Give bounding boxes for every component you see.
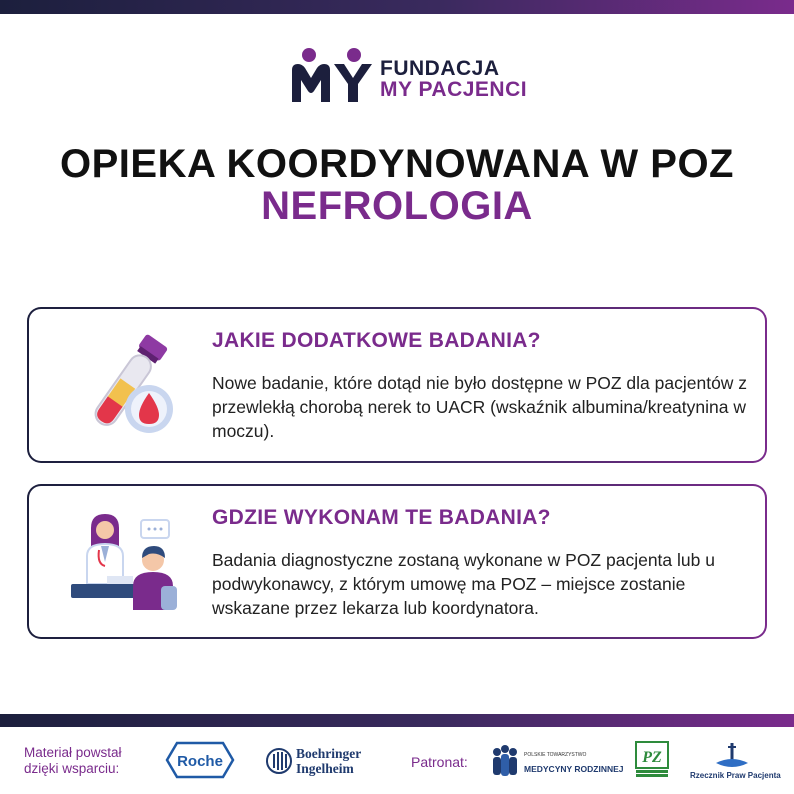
rzecznik-emblem-icon [712,741,752,771]
fundacja-logo [290,46,530,106]
top-gradient-bar [0,0,794,14]
logo-text-fundacja: FUNDACJA [380,57,500,80]
page-subtitle: NEFROLOGIA [261,184,533,228]
page-title: OPIEKA KOORDYNOWANA W POZ [60,142,734,186]
info-card-location [27,484,767,639]
boehringer-text-line1: Boehringer [296,746,362,761]
bottom-gradient-bar [0,714,794,727]
ptmr-people-icon [490,744,520,780]
doctor-patient-icon [57,500,187,625]
roche-logo [165,741,235,779]
rzecznik-text: Rzecznik Praw Pacjenta [690,771,781,780]
card-heading-tests: JAKIE DODATKOWE BADANIA? [212,329,541,352]
card-body-tests: Nowe badanie, które dotąd nie było dostępne w POZ dla pacjentów z przewlekłą chorobą nerek to UACR (wskaźnik albumina/kreatynina w moczu). [212,373,748,441]
support-label-line2: dzięki wsparciu: [24,761,120,776]
pz-logo-text: PZ [642,749,662,766]
ptmr-logo [490,742,624,782]
rzecznik-logo [690,741,781,781]
ptmr-small-text: POLSKIE TOWARZYSTWO [524,752,587,758]
roche-logo-text: Roche [177,753,223,770]
ptmr-big-text: MEDYCYNY RODZINNEJ [524,764,624,774]
support-label-line1: Materiał powstał [24,745,122,760]
pz-logo [635,741,669,779]
info-card-tests [27,307,767,463]
patronat-label: Patronat: [411,754,468,770]
boehringer-logo [266,744,376,778]
my-logo-mark-icon [290,46,374,104]
card-body-location: Badania diagnostyczne zostaną wykonane w POZ pacjenta lub u podwykonawcy, z którym umowę ma POZ – miejsce zostanie wskazane przez lekarza lub koordynatora. [212,550,715,618]
boehringer-text-line2: Ingelheim [296,761,354,776]
support-label [24,745,122,777]
logo-text-my-pacjenci: MY PACJENCI [380,78,528,101]
boehringer-emblem-icon [266,746,292,776]
blood-test-tube-icon [57,323,187,448]
card-heading-location: GDZIE WYKONAM TE BADANIA? [212,506,551,529]
